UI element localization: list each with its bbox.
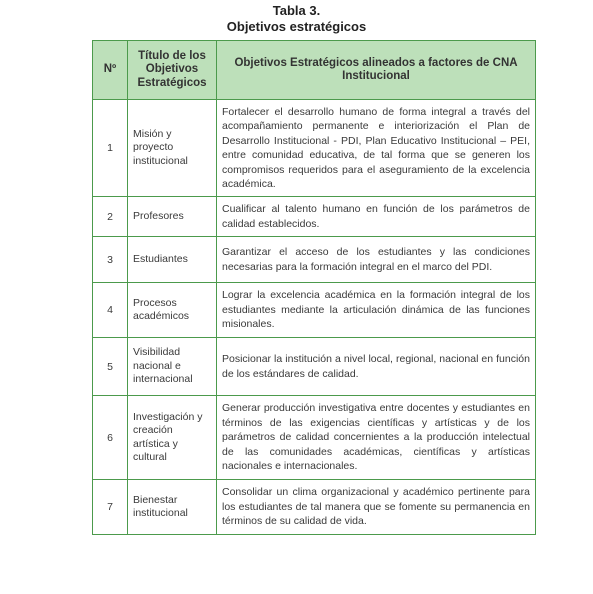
row-objective: Garantizar el acceso de los estudiantes y las condiciones necesarias para la formación integral en el marco del PDI. — [217, 237, 536, 283]
table-row — [93, 338, 536, 396]
header-title: Título de los Objetivos Estratégicos — [128, 41, 217, 100]
row-objective: Fortalecer el desarrollo humano de forma integral a través del acompañamiento permanente e interiorización el Plan de Desarrollo Institucional - PDI, Plan Educativo Institucional – PEI, entre comunidad educativa, de tal forma que se generen los compromisos requeridos para el aseguramiento de la excelencia académica. — [217, 100, 536, 197]
row-title: Investigación y creación artística y cultural — [128, 396, 217, 480]
row-number: 3 — [93, 237, 128, 283]
row-number: 7 — [93, 480, 128, 535]
table-caption — [0, 3, 593, 35]
table-header-row — [93, 41, 536, 100]
table-title: Objetivos estratégicos — [226, 19, 367, 34]
row-number: 2 — [93, 197, 128, 237]
row-number: 5 — [93, 338, 128, 396]
strategic-objectives-table — [92, 40, 536, 535]
row-title: Misión y proyecto institucional — [128, 100, 217, 197]
row-objective: Generar producción investigativa entre docentes y estudiantes en términos de las exigencias científicas y artísticas y de los parámetros de calidad concernientes a la producción intelectual de las comunidades académicas, científicas y artísticas nacionales e internacionales. — [217, 396, 536, 480]
row-objective: Consolidar un clima organizacional y académico pertinente para los estudiantes de tal manera que se fomente su permanencia en términos de su calidad de vida. — [217, 480, 536, 535]
table-row — [93, 480, 536, 535]
row-title: Profesores — [128, 197, 217, 237]
row-objective: Cualificar al talento humano en función de los parámetros de calidad establecidos. — [217, 197, 536, 237]
row-number: 1 — [93, 100, 128, 197]
row-number: 4 — [93, 283, 128, 338]
row-objective: Posicionar la institución a nivel local, regional, nacional en función de los estándares de calidad. — [217, 338, 536, 396]
table-row — [93, 197, 536, 237]
row-objective: Lograr la excelencia académica en la formación integral de los estudiantes mediante la articulación dinámica de las funciones misionales. — [217, 283, 536, 338]
header-objectives: Objetivos Estratégicos alineados a factores de CNA Institucional — [217, 41, 536, 100]
row-title: Bienestar institucional — [128, 480, 217, 535]
row-number: 6 — [93, 396, 128, 480]
table-row — [93, 283, 536, 338]
table-row — [93, 396, 536, 480]
row-title: Procesos académicos — [128, 283, 217, 338]
header-number: Nº — [93, 41, 128, 100]
row-title: Visibilidad nacional e internacional — [128, 338, 217, 396]
table-row — [93, 100, 536, 197]
table-row — [93, 237, 536, 283]
row-title: Estudiantes — [128, 237, 217, 283]
table-number-label: Tabla 3. — [272, 3, 321, 18]
